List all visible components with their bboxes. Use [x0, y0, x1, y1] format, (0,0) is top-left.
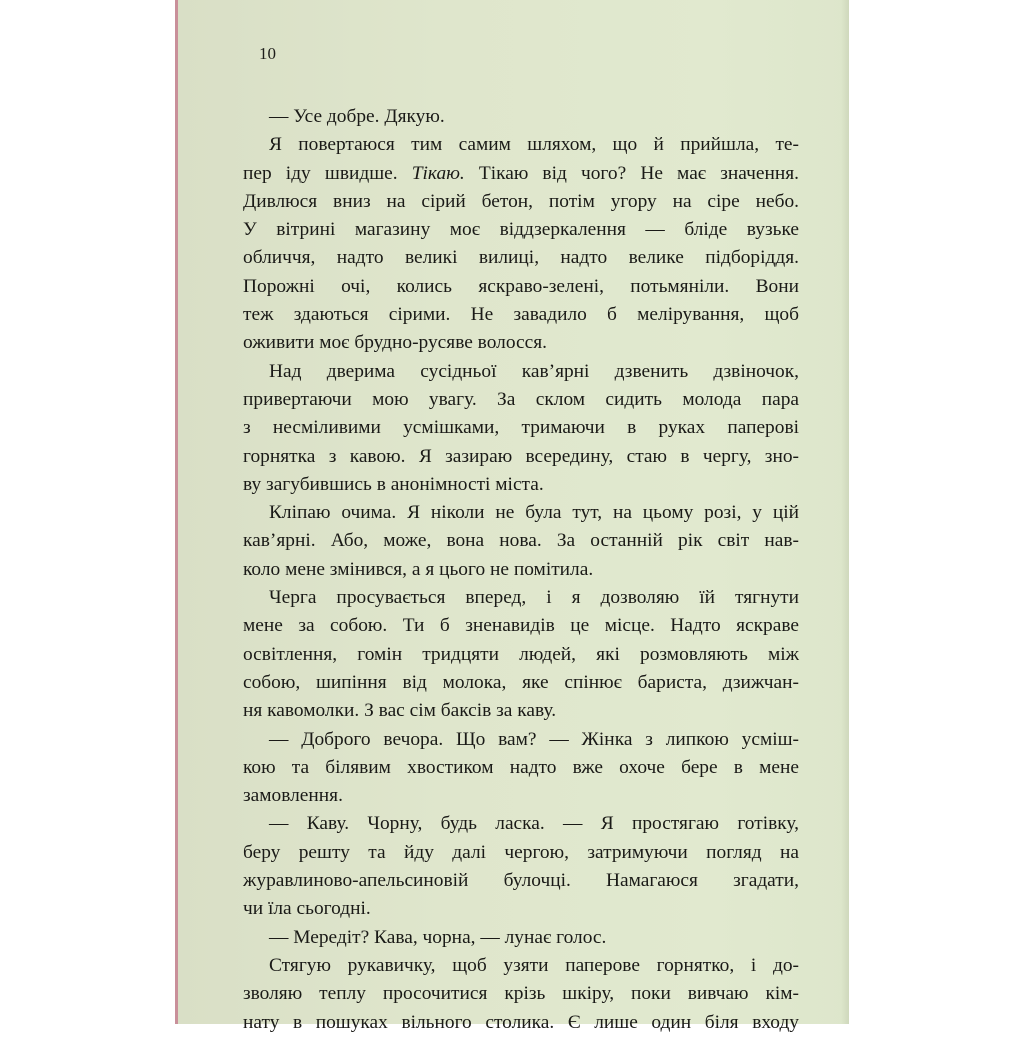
text-line: зволяю теплу просочитися крізь шкіру, поки вивчаю кім-: [243, 983, 799, 1005]
text-line: [243, 160, 799, 188]
text-line: — Мередіт? Кава, чорна, — лунає голос.: [269, 926, 607, 948]
text-line: оживити моє брудно-русяве волосся.: [243, 332, 547, 354]
text-line: чи їла сьогодні.: [243, 898, 371, 920]
text-line: привертаючи мою увагу. За склом сидить молода пара: [243, 388, 799, 410]
text-line: Порожні очі, колись яскраво-зелені, потьмяніли. Вони: [243, 275, 799, 297]
text-line: Дивлюся вниз на сірий бетон, потім угору на сіре небо.: [243, 190, 799, 212]
text-line: ву загубившись в анонімності міста.: [243, 473, 544, 495]
text-line: кав’ярні. Або, може, вона нова. За останній рік світ нав-: [243, 530, 799, 552]
text-line: У вітрині магазину моє віддзеркалення — бліде вузьке: [243, 219, 799, 241]
italic-emphasis: Тікаю.: [411, 162, 465, 184]
text-line: — Каву. Чорну, будь ласка. — Я простягаю готівку,: [269, 813, 799, 835]
text-line: горнятка з кавою. Я зазираю всередину, стаю в чергу, зно-: [243, 445, 799, 467]
text-line: кою та білявим хвостиком надто вже охоче бере в мене: [243, 756, 799, 778]
text-line: Над дверима сусідньої кав’ярні дзвенить дзвіночок,: [269, 360, 799, 382]
text-line: ня кавомолки. З вас сім баксів за каву.: [243, 700, 557, 722]
text-line: — Усе добре. Дякую.: [269, 106, 445, 127]
book-page: [175, 0, 849, 1033]
text-line: нату в пошуках вільного столика. Є лише один біля входу: [243, 1011, 799, 1033]
text-line: замовлення.: [243, 785, 343, 807]
text-line: собою, шипіння від молока, яке спінює бариста, дзижчан-: [243, 671, 799, 693]
text-line: освітлення, гомін тридцяти людей, які розмовляють між: [243, 643, 799, 665]
text-line: журавлиново-апельсиновій булочці. Намагаюся згадати,: [243, 870, 799, 892]
text-line: обличчя, надто великі вилиці, надто велике підборіддя.: [243, 247, 799, 269]
text-line: коло мене змінився, а я цього не помітила.: [243, 558, 594, 580]
text-line: Кліпаю очима. Я ніколи не була тут, на цьому розі, у цій: [269, 502, 799, 524]
text-line: мене за собою. Ти б зненавидів це місце. Надто яскраве: [243, 615, 799, 637]
text-line: з несміливими усмішками, тримаючи в руках паперові: [243, 417, 799, 439]
text-line: Я повертаюся тим самим шляхом, що й прийшла, те-: [269, 134, 799, 156]
text-line: беру решту та йду далі чергою, затримуючи погляд на: [243, 841, 799, 863]
text-run: пер іду швидше.: [243, 162, 412, 184]
text-line: — Доброго вечора. Що вам? — Жінка з липкою усміш-: [269, 728, 799, 750]
text-line: Стягую рукавичку, щоб узяти паперове горнятко, і до-: [269, 954, 799, 976]
text-line: Черга просувається вперед, і я дозволяю їй тягнути: [269, 587, 799, 609]
page-number: 10: [259, 44, 276, 63]
text-line: теж здаються сірими. Не завадило б мелірування, щоб: [243, 304, 799, 326]
body-text: [243, 103, 799, 1037]
text-run: Тікаю від чого? Не має значення.: [464, 162, 799, 184]
